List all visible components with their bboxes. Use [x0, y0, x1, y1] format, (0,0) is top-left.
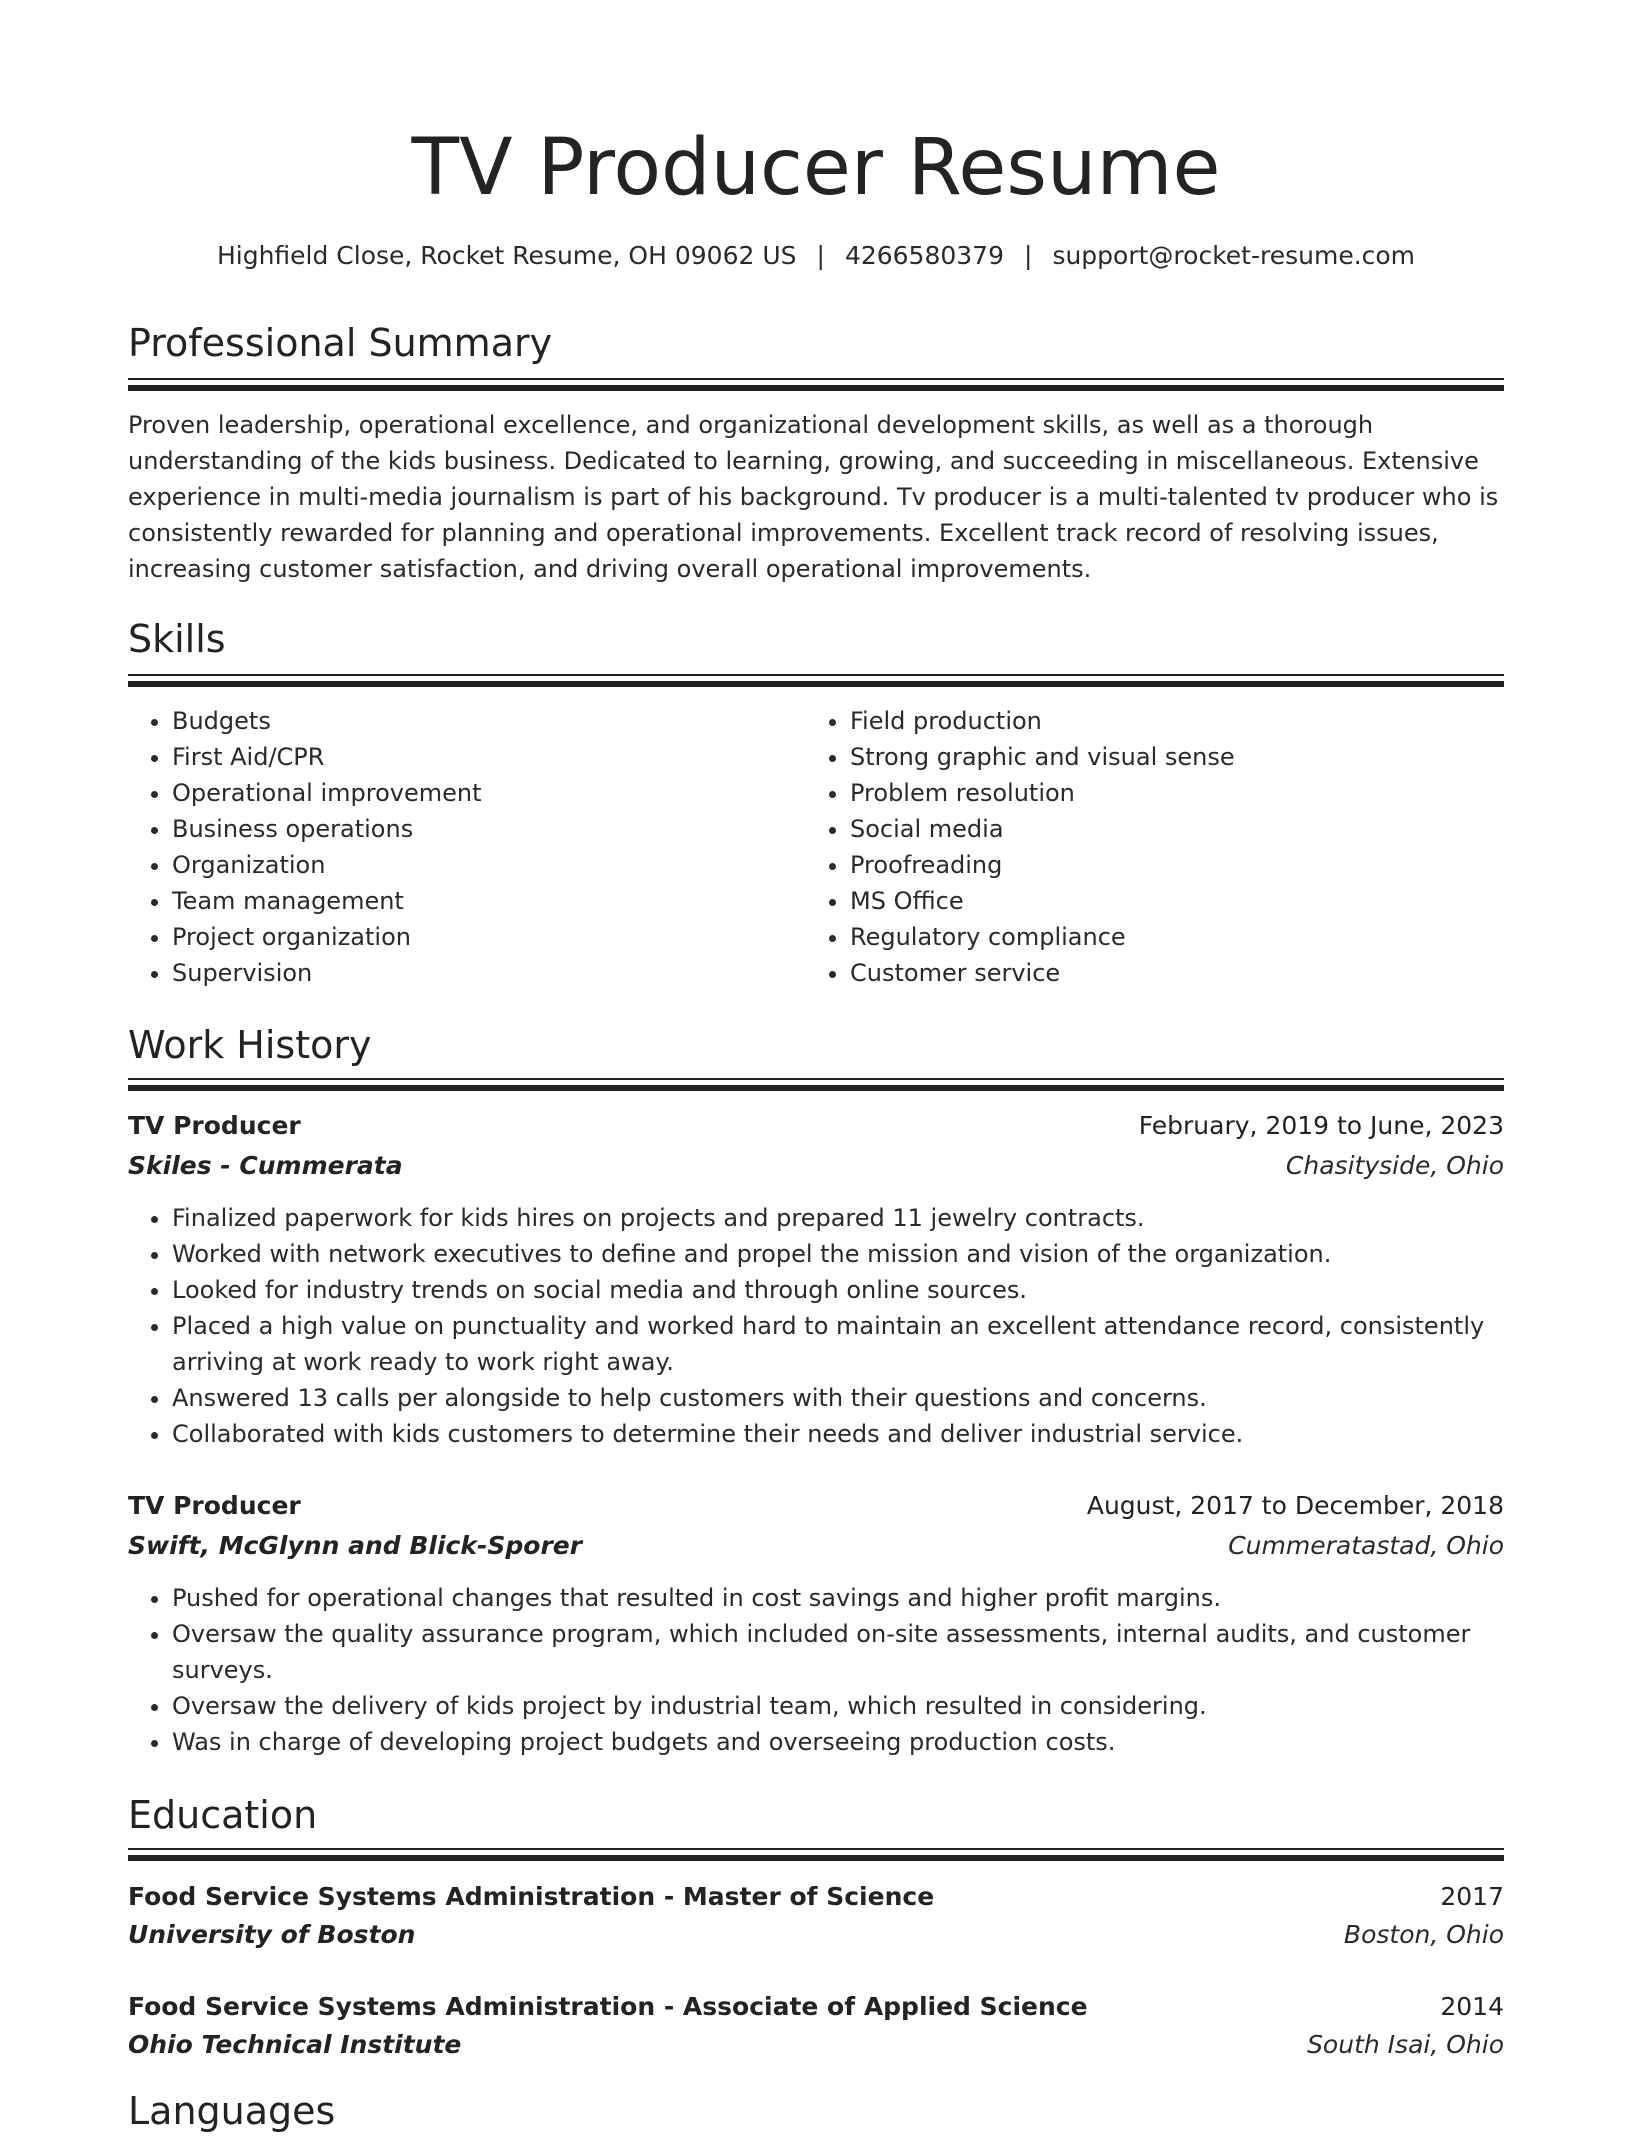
- list-item: • Worked with network executives to define and propel the mission and vision of the organization.: [172, 1236, 1504, 1272]
- job-company: Swift, McGlynn and Blick-Sporer: [128, 1531, 583, 1560]
- job-location: Cummeratastad, Ohio: [1228, 1531, 1504, 1560]
- section-heading: Work History: [128, 1023, 372, 1067]
- education-degree: Food Service Systems Administration - Associate of Applied Science: [128, 1992, 1088, 2021]
- list-item: • Oversaw the delivery of kids project by industrial team, which resulted in considering.: [172, 1688, 1504, 1724]
- job-duties-list: [128, 1580, 1504, 1760]
- list-item: • Project organization: [172, 919, 788, 955]
- list-item: • Strong graphic and visual sense: [850, 739, 1466, 775]
- list-item: • Placed a high value on punctuality and worked hard to maintain an excellent attendance record, consistently arriving at work ready to work right away.: [172, 1308, 1504, 1380]
- education-school: Ohio Technical Institute: [128, 2030, 462, 2059]
- contact-email: support@rocket-resume.com: [1052, 241, 1416, 270]
- list-item: • Finalized paperwork for kids hires on projects and prepared 11 jewelry contracts.: [172, 1200, 1504, 1236]
- list-item: • Proofreading: [850, 847, 1466, 883]
- list-item: • Was in charge of developing project budgets and overseeing production costs.: [172, 1724, 1504, 1760]
- job-company-row: [128, 1526, 1504, 1566]
- list-item: • Customer service: [850, 955, 1466, 991]
- education-school-row: [128, 2025, 1504, 2065]
- section-rule-thick: [128, 681, 1504, 687]
- job-duties-list: [128, 1200, 1504, 1452]
- list-item: • Regulatory compliance: [850, 919, 1466, 955]
- job-duties: [128, 1580, 1504, 1760]
- job-title-row: [128, 1106, 1504, 1146]
- education-location: South Isai, Ohio: [1307, 2030, 1504, 2059]
- contact-separator: |: [816, 241, 825, 270]
- list-item: • Pushed for operational changes that resulted in cost savings and higher profit margins.: [172, 1580, 1504, 1616]
- education-school: University of Boston: [128, 1920, 416, 1949]
- job-dates: February, 2019 to June, 2023: [1138, 1111, 1504, 1140]
- education-year: 2014: [1440, 1992, 1504, 2021]
- section-rule-thin: [128, 378, 1504, 380]
- list-item: • Operational improvement: [172, 775, 788, 811]
- list-item: • Problem resolution: [850, 775, 1466, 811]
- section-summary-header: [128, 318, 1504, 368]
- list-item: • Oversaw the quality assurance program, which included on-site assessments, internal audits, and customer surveys.: [172, 1616, 1504, 1688]
- list-item: • Social media: [850, 811, 1466, 847]
- section-rule-thin: [128, 1078, 1504, 1080]
- job-duties: [128, 1200, 1504, 1452]
- education-school-row: [128, 1915, 1504, 1955]
- skills-column-left: [128, 703, 788, 991]
- job-company: Skiles - Cummerata: [128, 1151, 403, 1180]
- skills-column-right: [806, 703, 1466, 991]
- list-item: • Budgets: [172, 703, 788, 739]
- list-item: • First Aid/CPR: [172, 739, 788, 775]
- job-title: TV Producer: [128, 1491, 301, 1520]
- contact-phone: 4266580379: [844, 241, 1004, 270]
- contact-separator: |: [1024, 241, 1033, 270]
- list-item: • Looked for industry trends on social media and through online sources.: [172, 1272, 1504, 1308]
- list-item: • Team management: [172, 883, 788, 919]
- section-rule-thin: [128, 674, 1504, 676]
- education-degree-row: [128, 1877, 1504, 1917]
- list-item: • MS Office: [850, 883, 1466, 919]
- skills-list: [806, 703, 1466, 991]
- education-location: Boston, Ohio: [1343, 1920, 1504, 1949]
- skills-list: [128, 703, 788, 991]
- job-title-row: [128, 1486, 1504, 1526]
- section-heading: Languages: [128, 2089, 336, 2133]
- contact-line: [128, 236, 1504, 276]
- section-rule-thick: [128, 1855, 1504, 1861]
- list-item: • Answered 13 calls per alongside to help customers with their questions and concerns.: [172, 1380, 1504, 1416]
- section-rule-thin: [128, 1848, 1504, 1850]
- list-item: • Supervision: [172, 955, 788, 991]
- education-year: 2017: [1440, 1882, 1504, 1911]
- section-rule-thick: [128, 385, 1504, 391]
- page-title: TV Producer Resume: [411, 123, 1221, 213]
- section-heading: Education: [128, 1793, 318, 1837]
- summary-text: Proven leadership, operational excellence, and organizational development skills, as well as a thorough understanding of the kids business. Dedicated to learning, growing, and succeeding in miscellaneous. Extensive experience in multi-media journalism is part of his background. Tv producer is a multi-talented tv producer who is consistently rewarded for planning and operational improvements. Excellent track record of resolving issues, increasing customer satisfaction, and driving overall operational improvements.: [128, 411, 1499, 583]
- list-item: • Collaborated with kids customers to determine their needs and deliver industrial service.: [172, 1416, 1504, 1452]
- section-work-header: [128, 1020, 1504, 1070]
- section-heading: Skills: [128, 617, 226, 661]
- list-item: • Organization: [172, 847, 788, 883]
- contact-address: Highfield Close, Rocket Resume, OH 09062 US: [216, 241, 797, 270]
- section-rule-thick: [128, 1085, 1504, 1091]
- education-degree-row: [128, 1987, 1504, 2027]
- section-skills-header: [128, 614, 1504, 664]
- section-education-header: [128, 1790, 1504, 1840]
- job-title: TV Producer: [128, 1111, 301, 1140]
- job-dates: August, 2017 to December, 2018: [1086, 1491, 1504, 1520]
- section-heading: Professional Summary: [128, 321, 553, 365]
- list-item: • Field production: [850, 703, 1466, 739]
- list-item: • Business operations: [172, 811, 788, 847]
- education-degree: Food Service Systems Administration - Master of Science: [128, 1882, 935, 1911]
- section-languages-header: [128, 2086, 1504, 2136]
- job-location: Chasityside, Ohio: [1285, 1151, 1504, 1180]
- job-company-row: [128, 1146, 1504, 1186]
